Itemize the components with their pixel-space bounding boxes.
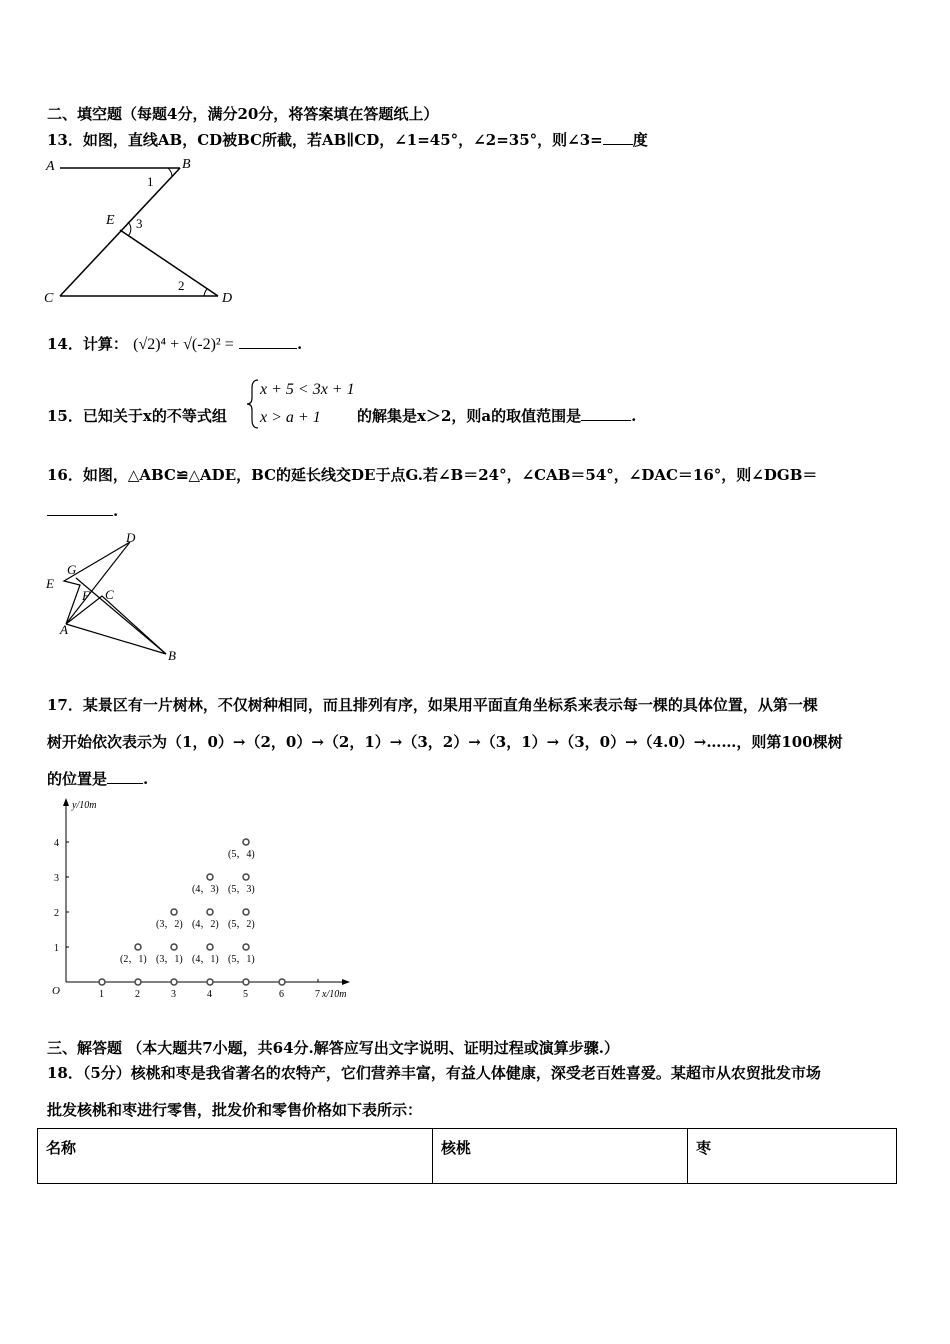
data-point-label: (2，1)	[120, 954, 147, 965]
question-16-text: 16．如图，△ABC≌△ADE，BC的延长线交DE于点G.若∠B＝24°，∠CAB＝54°，∠DAC＝16°，则∠DGB＝	[47, 466, 818, 484]
data-point	[171, 979, 177, 985]
origin-label: O	[52, 985, 60, 997]
data-point-label: (3，1)	[156, 954, 183, 965]
inequality-1: x + 5 < 3x + 1	[260, 381, 355, 398]
angle-1-arc	[168, 168, 172, 177]
label-b: B	[182, 157, 191, 172]
answer-blank[interactable]	[107, 771, 143, 784]
data-point	[207, 979, 213, 985]
x-tick-label: 7	[315, 989, 320, 1000]
data-point	[279, 979, 285, 985]
q15-brace	[246, 378, 260, 430]
label-f: F	[82, 588, 90, 603]
table-header-walnut: 核桃	[433, 1129, 688, 1184]
label-e: E	[106, 213, 115, 228]
label-d: D	[222, 291, 233, 306]
x-tick-label: 2	[135, 989, 140, 1000]
table-header-jujube: 枣	[688, 1129, 897, 1184]
data-point	[243, 979, 249, 985]
question-18-line-2: 批发核桃和枣进行零售，批发价和零售价格如下表所示：	[47, 1101, 423, 1119]
data-point	[135, 979, 141, 985]
question-15-end: .	[631, 407, 637, 425]
data-point	[171, 944, 177, 950]
data-point-label: (5，2)	[228, 919, 255, 930]
label-b: B	[168, 648, 176, 663]
x-axis-arrow	[342, 979, 350, 985]
inequality-2: x > a + 1	[260, 409, 321, 426]
question-13-suffix: 度	[632, 131, 648, 149]
label-e: E	[46, 576, 54, 591]
q17-coordinate-chart	[40, 796, 370, 1006]
label-angle-3: 3	[136, 216, 143, 231]
data-point-label: (3，2)	[156, 919, 183, 930]
y-tick-label: 2	[54, 908, 59, 919]
data-point	[243, 874, 249, 880]
x-tick-label: 4	[207, 989, 212, 1000]
x-tick-label: 1	[99, 989, 104, 1000]
label-angle-1: 1	[147, 174, 154, 189]
y-tick-label: 4	[54, 838, 59, 849]
data-point	[207, 874, 213, 880]
line-ed	[120, 230, 218, 296]
data-point	[171, 909, 177, 915]
price-table	[37, 1128, 897, 1184]
table-header-name: 名称	[38, 1129, 433, 1184]
label-g: G	[67, 562, 77, 577]
y-axis-label: y/10m	[72, 800, 97, 811]
line-bc	[60, 168, 180, 296]
label-a: A	[60, 622, 68, 637]
question-15-prefix: 15．已知关于x的不等式组	[47, 407, 227, 425]
q16-figure	[40, 528, 190, 668]
answer-blank[interactable]	[239, 336, 297, 349]
question-17-line-1: 17．某景区有一片树林，不仅树种相同，而且排列有序，如果用平面直角坐标系来表示每一棵的具体位置，从第一棵	[47, 696, 818, 714]
angle-2-arc	[204, 289, 207, 296]
question-16-end: .	[113, 502, 119, 520]
q13-figure	[40, 150, 240, 310]
y-tick-label: 3	[54, 873, 59, 884]
data-point-label: (5，3)	[228, 884, 255, 895]
question-13-text: 13．如图，直线AB，CD被BC所截，若AB∥CD，∠1=45°，∠2=35°，则∠3=	[47, 131, 603, 149]
label-a: A	[46, 159, 55, 174]
data-point	[207, 944, 213, 950]
section-3-heading: 三、解答题 （本大题共7小题，共64分.解答应写出文字说明、证明过程或演算步骤.）	[47, 1039, 619, 1057]
question-15-rest	[357, 405, 636, 426]
label-angle-2: 2	[178, 278, 185, 293]
question-14-formula: (√2)⁴ + √(-2)² =	[133, 336, 234, 353]
data-point	[243, 944, 249, 950]
data-point	[207, 909, 213, 915]
question-17-line-3-text: 的位置是	[47, 770, 108, 788]
data-point	[99, 979, 105, 985]
question-17-line-3	[47, 768, 148, 789]
question-15-suffix: 的解集是x＞2，则a的取值范围是	[357, 407, 582, 425]
data-point-label: (4，1)	[192, 954, 219, 965]
data-point	[243, 909, 249, 915]
x-axis-label: x/10m	[322, 989, 347, 1000]
question-14	[47, 333, 302, 354]
section-2-heading: 二、填空题（每题4分，满分20分，将答案填在答题纸上）	[47, 105, 439, 123]
x-tick-label: 5	[243, 989, 248, 1000]
data-point	[135, 944, 141, 950]
label-c: C	[105, 587, 114, 602]
label-c: C	[44, 291, 54, 306]
data-point	[243, 839, 249, 845]
x-tick-label: 3	[171, 989, 176, 1000]
question-17-end: .	[143, 770, 149, 788]
question-14-end: .	[296, 335, 303, 353]
question-18-line-1: 18．（5分）核桃和枣是我省著名的农特产，它们营养丰富，有益人体健康，深受老百姓喜爱。某超市从农贸批发市场	[47, 1064, 821, 1082]
table-header-row	[38, 1129, 897, 1184]
label-d: D	[126, 530, 136, 545]
y-tick-label: 1	[54, 943, 59, 954]
answer-blank[interactable]	[603, 132, 633, 145]
question-17-line-2: 树开始依次表示为（1，0）→（2，0）→（2，1）→（3，2）→（3，1）→（3，0）→（4.0）→……，则第100棵树	[47, 733, 843, 751]
question-13	[47, 129, 648, 150]
x-tick-label: 6	[279, 989, 284, 1000]
answer-blank[interactable]	[581, 408, 631, 421]
data-point-label: (4，3)	[192, 884, 219, 895]
data-point-label: (5，4)	[228, 849, 255, 860]
answer-blank[interactable]	[47, 503, 113, 516]
data-point-label: (5，1)	[228, 954, 255, 965]
question-16-answer	[47, 502, 118, 520]
data-point-label: (4，2)	[192, 919, 219, 930]
y-axis-arrow	[63, 798, 69, 806]
question-14-prefix: 14．计算：	[47, 335, 128, 353]
